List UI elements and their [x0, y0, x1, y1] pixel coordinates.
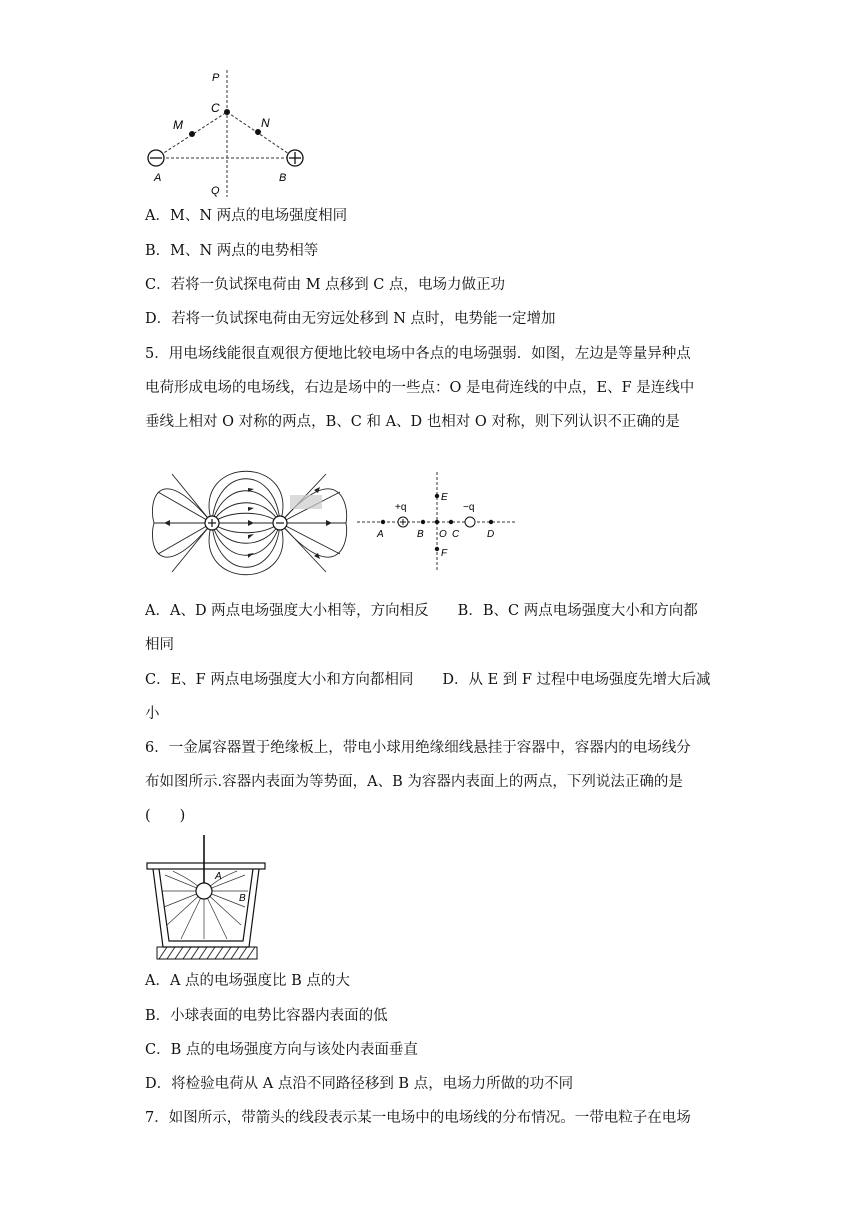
- label-P: P: [212, 72, 220, 84]
- q5-options-cd-wrap: 小: [145, 706, 160, 722]
- q4-option-d: D．若将一负试探电荷由无穷远处移到 N 点时，电势能一定增加: [145, 311, 556, 327]
- q6-stem-line2: 布如图所示.容器内表面为等势面，A、B 为容器内表面上的两点，下列说法正确的是: [145, 774, 683, 790]
- label-B: B: [279, 172, 287, 184]
- q6-stem-line1: 6．一金属容器置于绝缘板上，带电小球用绝缘细线悬挂于容器中，容器内的电场线分: [145, 740, 691, 756]
- q6-option-a: A．A 点的电场强度比 B 点的大: [145, 973, 350, 989]
- q4-option-a: A．M、N 两点的电场强度相同: [145, 208, 348, 224]
- q4-option-b: B．M、N 两点的电势相等: [145, 243, 319, 259]
- q6-option-c: C．B 点的电场强度方向与该处内表面垂直: [145, 1042, 418, 1058]
- label-minus-q: −q: [463, 502, 475, 513]
- q4-option-c: C．若将一负试探电荷由 M 点移到 C 点，电场力做正功: [145, 277, 505, 293]
- label-E: E: [441, 492, 448, 503]
- q5-options-ab-wrap: 相同: [145, 637, 174, 653]
- label-A: A: [377, 529, 384, 540]
- charged-ball-icon: [196, 883, 212, 899]
- figure-q5-points: [355, 470, 520, 575]
- label-B: B: [239, 893, 246, 904]
- figure-q4-charges: [140, 65, 310, 200]
- q5-options-cd: C．E、F 两点电场强度大小和方向都相同 D．从 E 到 F 过程中电场强度先增大后减: [145, 672, 711, 688]
- label-plus-q: +q: [395, 502, 407, 513]
- label-Q: Q: [211, 185, 220, 197]
- label-C: C: [452, 529, 460, 540]
- q6-option-d: D．将检验电荷从 A 点沿不同路径移到 B 点，电场力所做的功不同: [145, 1076, 574, 1092]
- q6-option-b: B．小球表面的电势比容器内表面的低: [145, 1008, 388, 1024]
- label-F: F: [441, 548, 448, 559]
- label-B: B: [417, 529, 424, 540]
- q5-options-ab: A．A、D 两点电场强度大小相等，方向相反 B．B、C 两点电场强度大小和方向都: [145, 603, 698, 619]
- figure-q5-field-lines: [150, 462, 350, 584]
- negative-charge-icon: [465, 517, 475, 527]
- label-D: D: [487, 529, 495, 540]
- label-M: M: [173, 118, 183, 132]
- q5-stem-line1: 5．用电场线能很直观很方便地比较电场中各点的电场强弱．如图，左边是等量异种点: [145, 346, 691, 362]
- label-C: C: [211, 101, 220, 115]
- q7-stem-line1: 7．如图所示，带箭头的线段表示某一电场中的电场线的分布情况。一带电粒子在电场: [145, 1110, 691, 1126]
- label-A: A: [154, 172, 162, 184]
- label-A: A: [215, 871, 222, 882]
- q5-stem-line3: 垂线上相对 O 对称的两点，B、C 和 A、D 也相对 O 对称，则下列认识不正确的是: [145, 414, 680, 430]
- figure-q6-container: [145, 835, 275, 965]
- label-N: N: [261, 116, 270, 130]
- q6-stem-line3: ( ): [145, 808, 186, 824]
- label-O: O: [439, 529, 447, 540]
- q5-stem-line2: 电荷形成电场的电场线，右边是场中的一些点：O 是电荷连线的中点，E、F 是连线中: [145, 380, 695, 396]
